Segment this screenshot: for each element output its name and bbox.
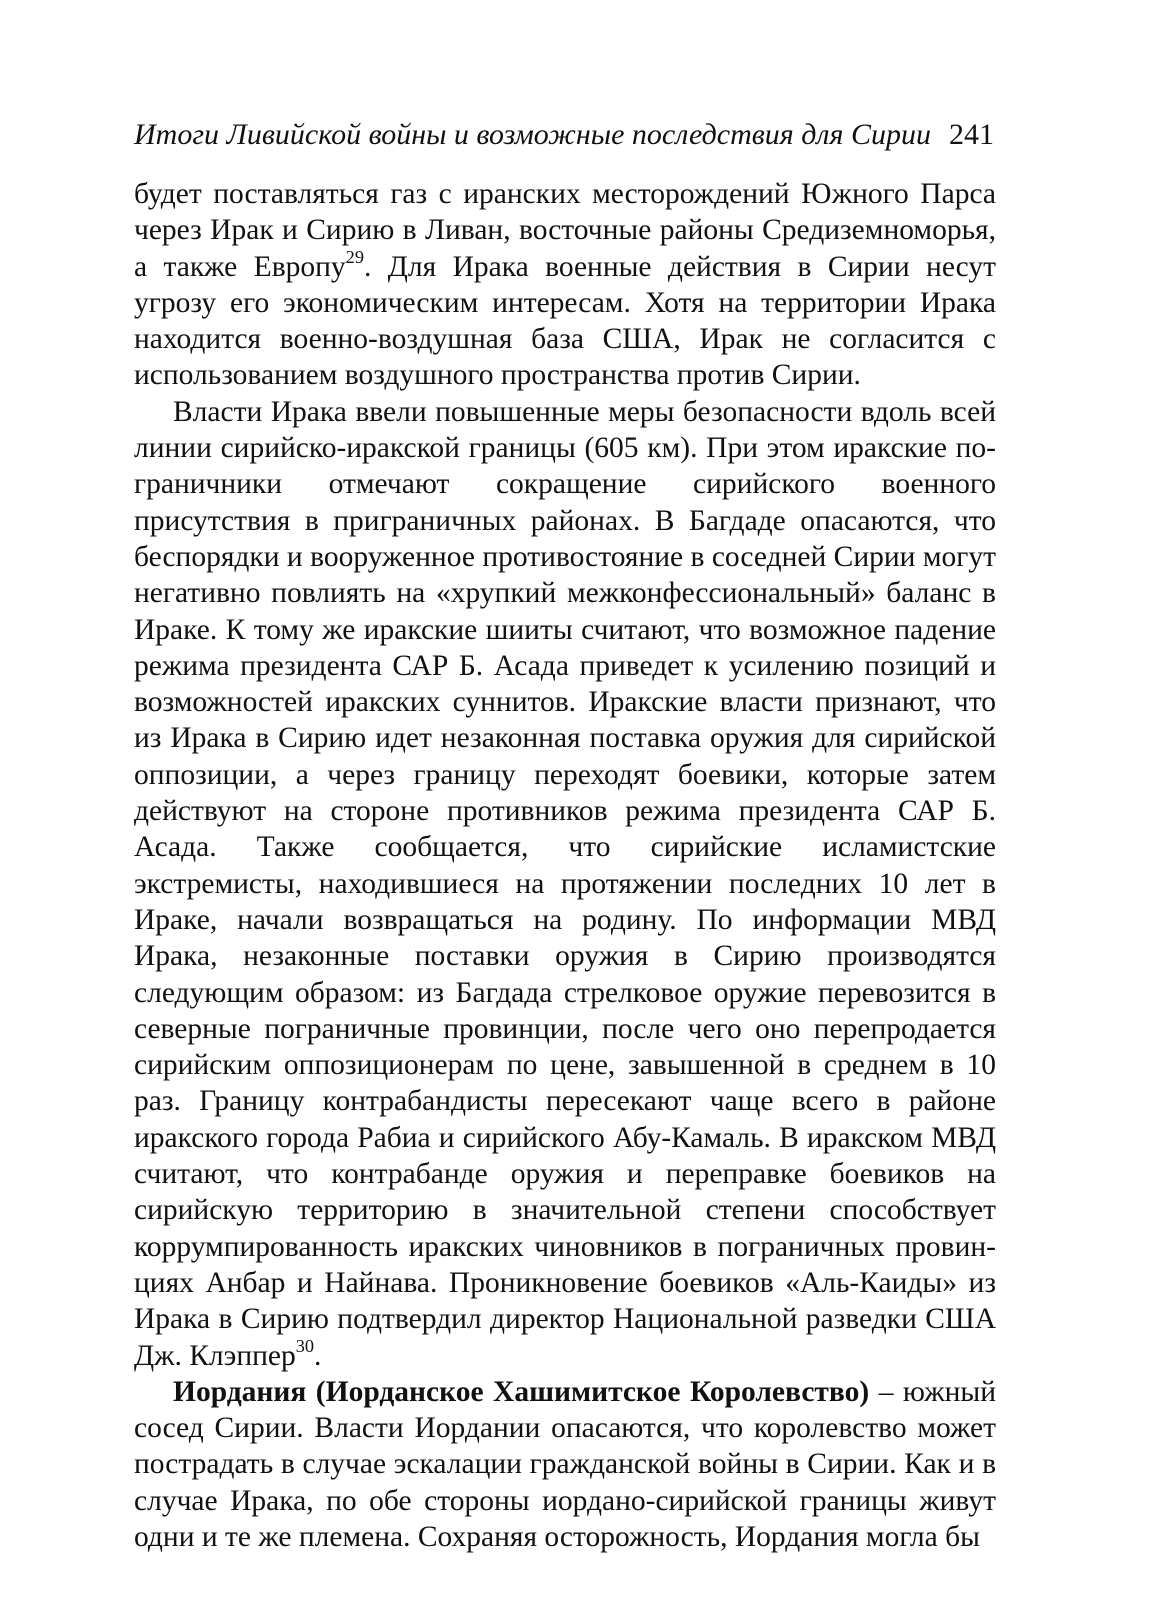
paragraph-continuation [134, 176, 996, 394]
paragraph-jordan [134, 1374, 996, 1555]
footnote-marker: 29 [345, 246, 364, 267]
running-title: Итоги Ливийской войны и возможные последствия для Сирии [134, 118, 931, 151]
book-page [134, 118, 996, 1555]
body-text [134, 176, 996, 1555]
paragraph-iraq-border [134, 394, 996, 1374]
paragraph-text: Власти Ирака ввели повышенные меры безопасности вдоль всей линии сирийско-иракской границы (605 км). При этом иракские пограничники отмечают сокращение сирийского военного присутствия в приграничных районах. В Багдаде опасаются, что беспорядки и вооруженное противостояние в соседней Сирии могут негативно повлиять на «хрупкий межконфессиональный» баланс в Ираке. К тому же иракские шииты считают, что возможное падение режима президента САР Б. Асада приведет к усилению позиций и возможностей иракских суннитов. Иракские власти признают, что из Ирака в Сирию идет незаконная поставка оружия для сирийской оппозиции, а через границу переходят боевики, которые затем действуют на стороне противников режима президента САР Б. Асада. Также сообщается, что сирийские исламистские экстремисты, находившиеся на протяжении последних 10 лет в Ираке, начали возвращаться на родину. По информации МВД Ирака, незаконные поставки оружия в Сирию производятся следующим образом: из Багдада стрелковое оружие перевозится в северные пограничные провинции, после чего оно перепродается сирийским оппозиционерам по цене, завышенной в среднем в 10 раз. Границу контрабандисты пересекают чаще всего в районе иракского города Рабиа и сирийского Абу-Камаль. В иракском МВД считают, что контрабанде оружия и переправке боевиков на сирийскую территорию в значительной степени способствует коррумпированность иракских чиновников в пограничных провинциях Анбар и Найнава. Проникновение боевиков «Аль-Каиды» из Ирака в Сирию подтвердил директор Национальной разведки США Дж. Клэппер [134, 395, 996, 1372]
paragraph-text: . [314, 1339, 322, 1372]
footnote-marker: 30 [295, 1335, 315, 1356]
page-number: 241 [949, 118, 994, 151]
section-lead-term: Иордания (Иорданское Хашимитское Королевство) [173, 1375, 870, 1408]
paragraph-text: . Для Ирака военные действия в Сирии несут угрозу его экономическим интересам. Хотя на территории Ирака находится военно-воздушная база США, Ирак не согласится с использованием воздушного пространства против Сирии. [134, 250, 997, 392]
paragraph-text: – южный сосед Сирии. Власти Иордании опасаются, что королевство может пострадать в случае эскалации гражданской войны в Сирии. Как и в случае Ирака, по обе стороны иордано-сирийской границы живут одни и те же племена. Сохраняя осторожность, Иордания могла бы [134, 1375, 996, 1553]
running-header [134, 118, 996, 176]
paragraph-text: будет поставляться газ с иранских месторождений Южного Парса через Ирак и Сирию в Ливан, восточные районы Средиземноморья, а также Европу [134, 178, 996, 283]
